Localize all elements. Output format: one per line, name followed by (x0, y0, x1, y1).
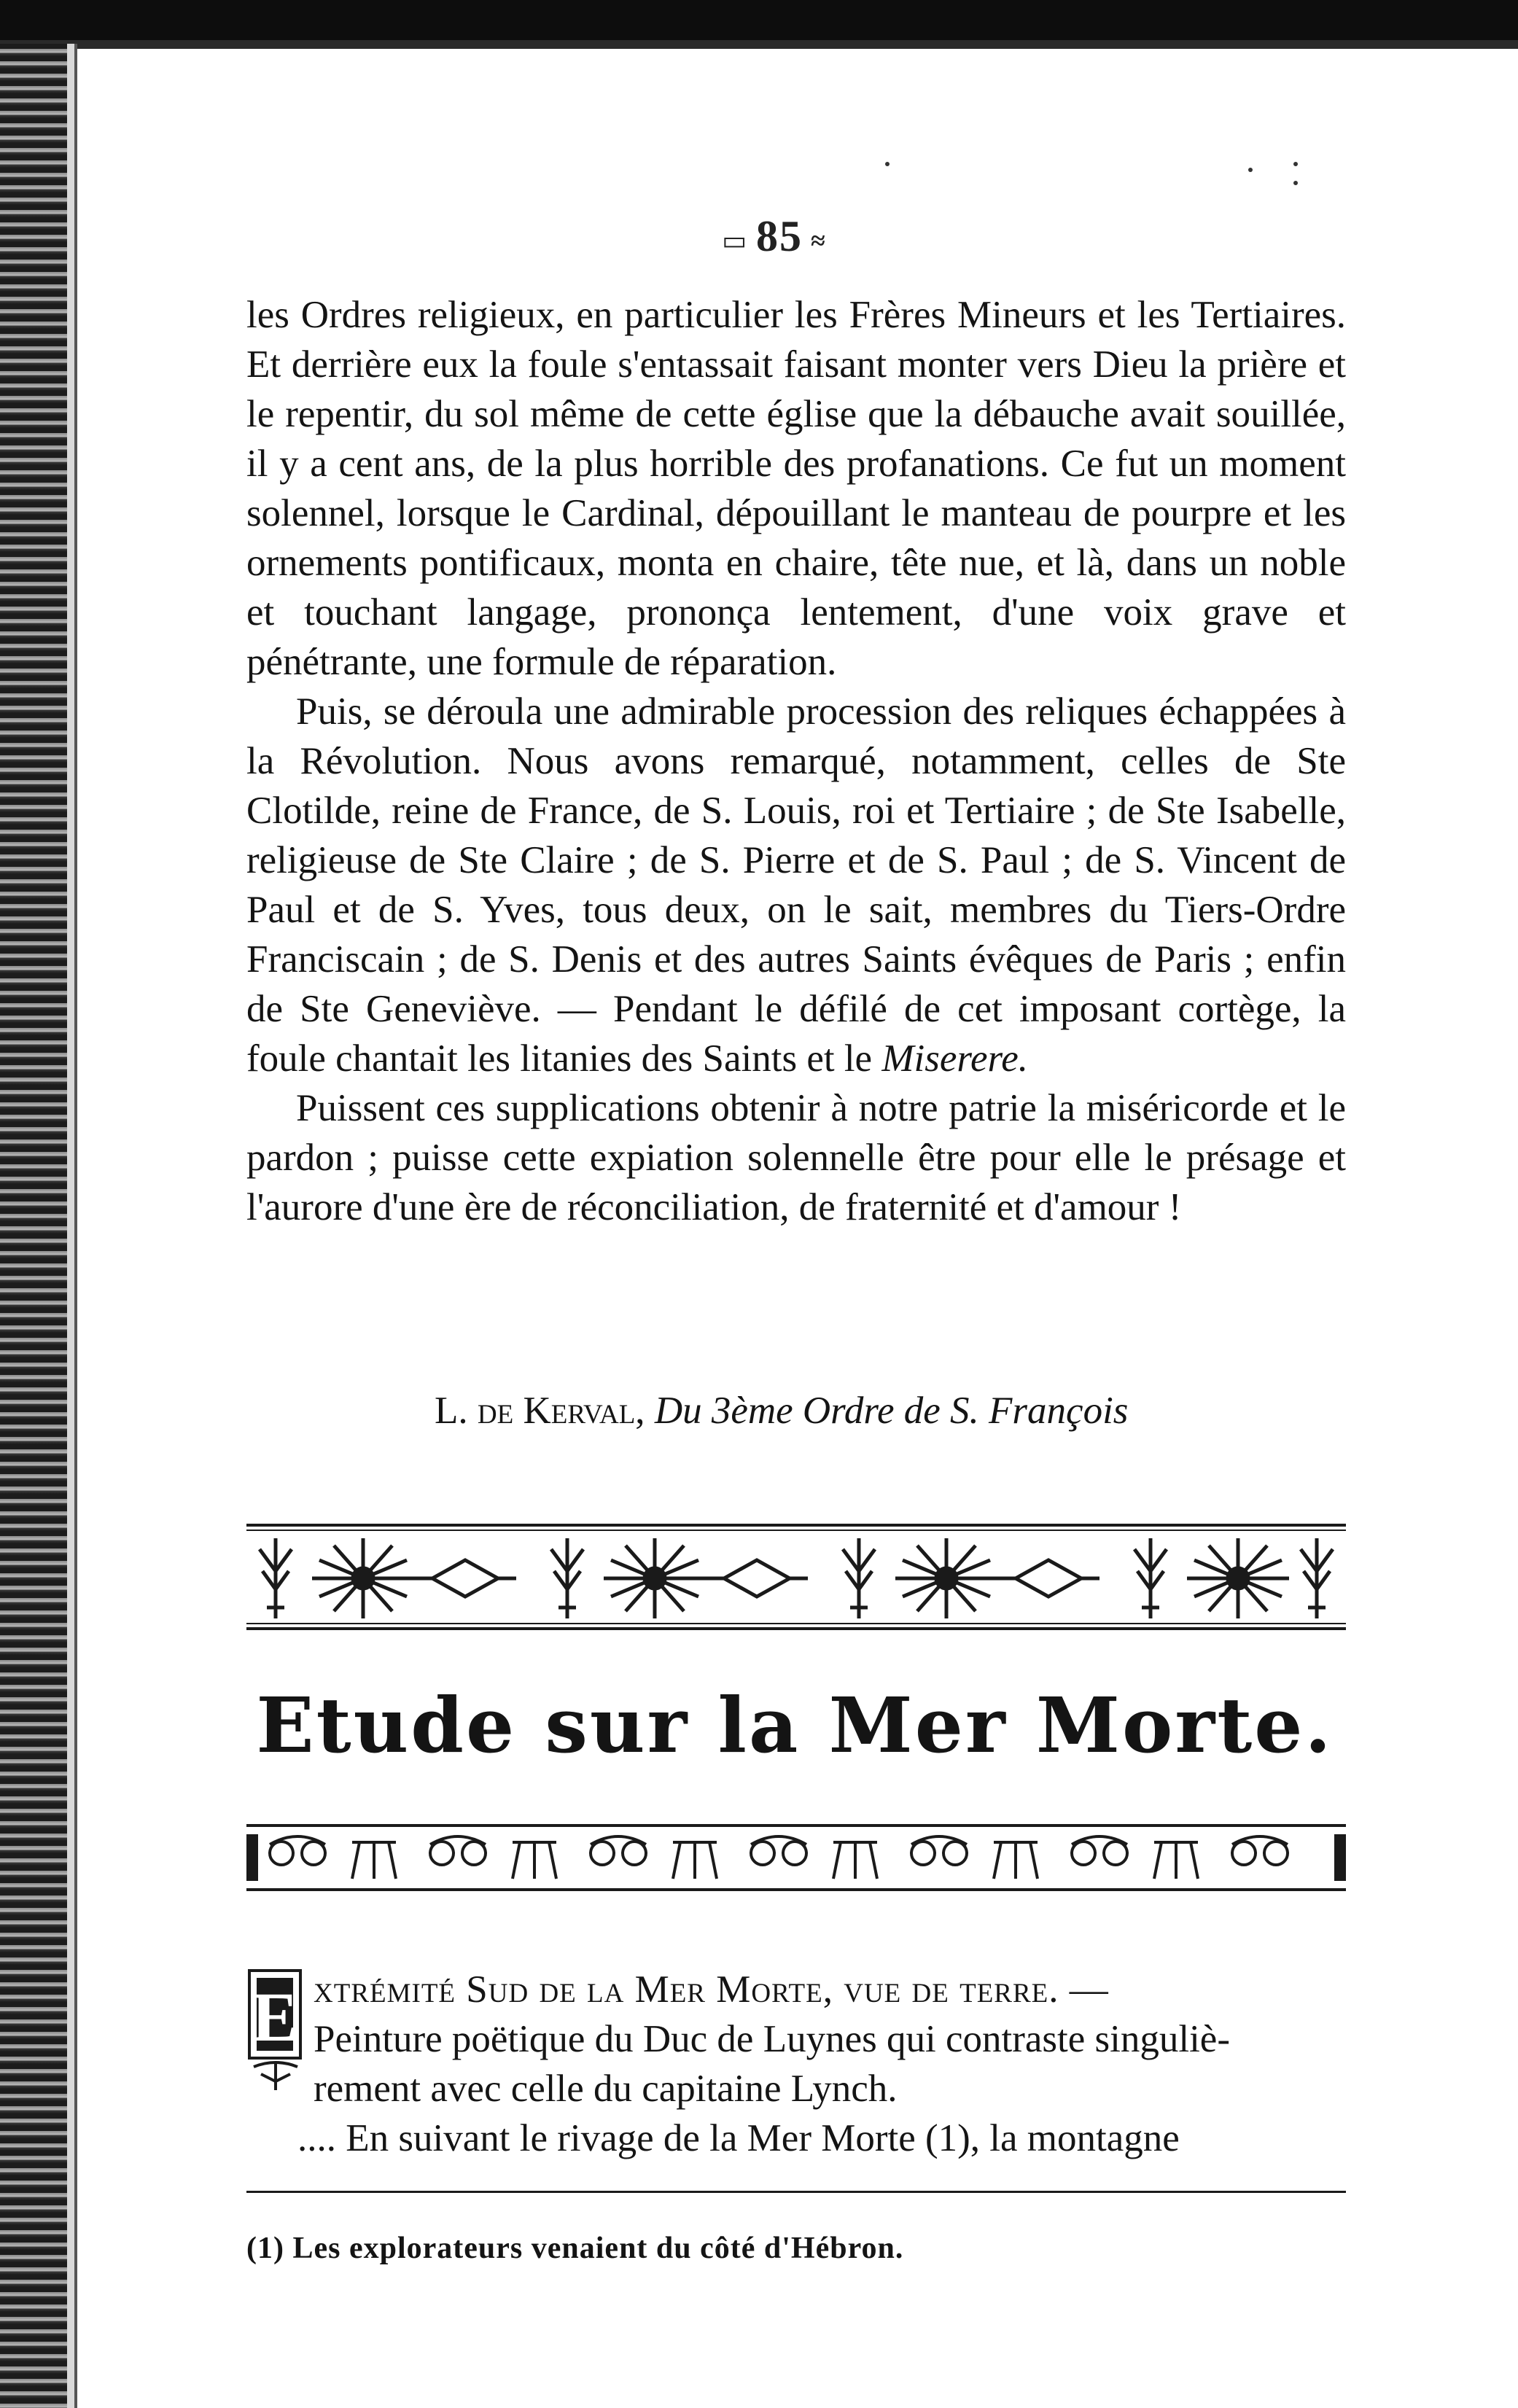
folio-dash-right: ≈ (803, 226, 827, 256)
dropcap-letter: E (251, 1978, 299, 2056)
folio-dash-left: ▭ (722, 226, 757, 256)
scan-binding-line (74, 44, 77, 2408)
paragraph-2 (246, 687, 1346, 1083)
speck (885, 162, 890, 166)
ornament-band-scroll (246, 1824, 1346, 1891)
article-title: Etude sur la Mer Morte. (256, 1680, 1334, 1770)
miserere-italic: Miserere. (881, 1037, 1028, 1080)
signature-name: L. de Kerval, (435, 1390, 645, 1432)
scan-binding-edge (0, 44, 67, 2408)
page-number (722, 211, 827, 262)
speck (1293, 181, 1298, 185)
body-text (246, 290, 1346, 1232)
signature (435, 1389, 1128, 1433)
ornament-band-palmette (246, 1524, 1346, 1633)
article-line-1: xtrémité Sud de la Mer Morte, vue de terre. — (314, 1968, 1109, 2011)
scan-border-top (0, 0, 1518, 40)
article-line-2: Peinture poëtique du Duc de Luynes qui contraste singuliè- (314, 2018, 1230, 2060)
article-line-3: rement avec celle du capitaine Lynch. (314, 2068, 898, 2110)
footnote-rule (246, 2191, 1346, 2193)
scan-border-top-thin (0, 40, 1518, 49)
paragraph-1: les Ordres religieux, en particulier les Frères Mineurs et les Tertiaires. Et derrière eux la foule s'entassait faisant monter vers Dieu la prière et le repentir, du sol même de cette église que la débauche avait souillée, il y a cent ans, de la plus horrible des profanations. Ce fut un moment solennel, lorsque le Cardinal, dépouillant le manteau de pourpre et les ornements pontificaux, monta en chaire, tête nue, et là, dans un noble et touchant langage, prononça lentement, d'une voix grave et pénétrante, une formule de réparation. (246, 294, 1346, 683)
speck (1293, 162, 1298, 166)
speck (1248, 168, 1253, 172)
paragraph-3: Puissent ces supplications obtenir à notre patrie la miséricorde et le pardon ; puisse cette expiation solennelle être pour elle le présage et l'aurore d'une ère de réconciliation, de fraternité et d'amour ! (246, 1087, 1346, 1228)
footnote: (1) Les explorateurs venaient du côté d'Hébron. (246, 2232, 904, 2265)
signature-title: Du 3ème Ordre de S. François (654, 1390, 1129, 1432)
folio-number: 85 (756, 212, 803, 260)
paragraph-2-text: Puis, se déroula une admirable procession des reliques échappées à la Révolution. Nous avons remarqué, notamment, celles de Ste Clotilde, reine de France, de S. Louis, roi et Tertiaire ; de Ste Isabelle, religieuse de Ste Claire ; de S. Pierre et de S. Paul ; de S. Vincent de Paul et de S. Yves, tous deux, on le sait, membres du Tiers-Ordre Franciscain ; de S. Denis et des autres Saints évêques de Paris ; enfin de Ste Geneviève. — Pendant le défilé de cet imposant cortège, la foule chantait les litanies des Saints et le (246, 690, 1346, 1080)
scan-binding-margin (67, 44, 74, 2408)
article-line-4: .... En suivant le rivage de la Mer Morte (1), la montagne (297, 2117, 1180, 2159)
article-opening (246, 1965, 1346, 2163)
